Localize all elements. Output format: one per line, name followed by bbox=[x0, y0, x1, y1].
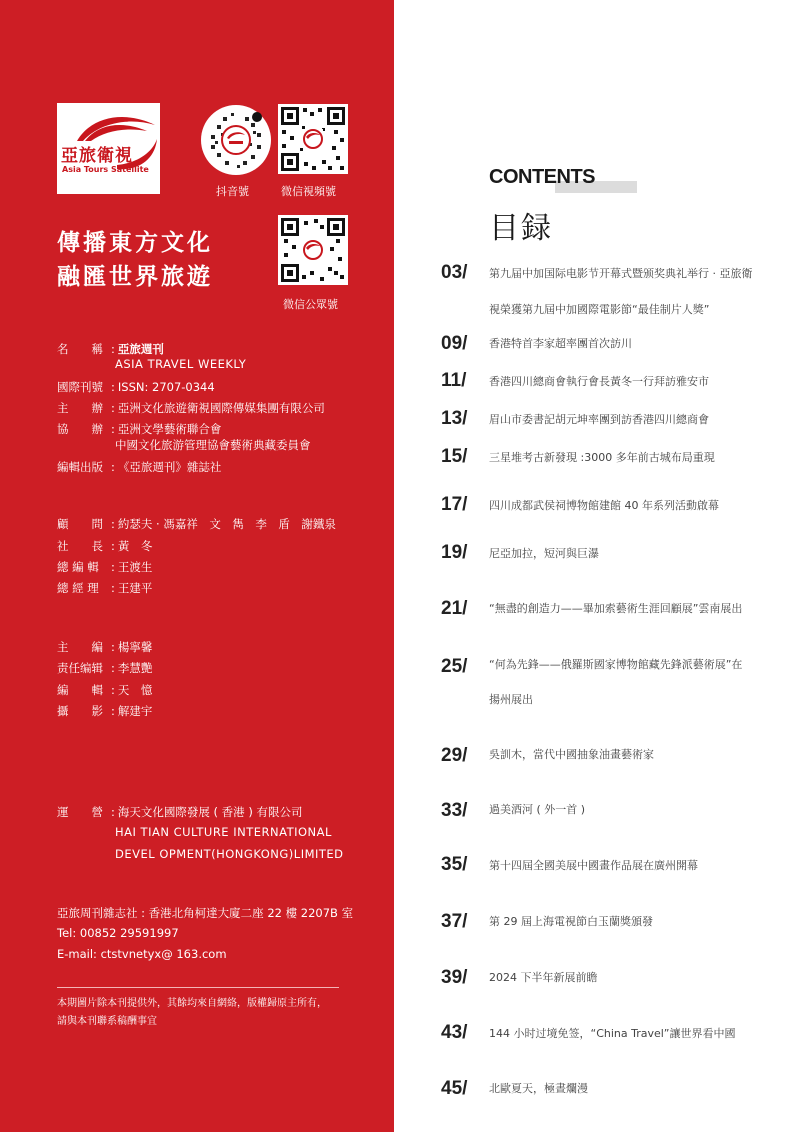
divider bbox=[57, 987, 339, 988]
contents-title-cn: 目録 bbox=[489, 211, 553, 246]
toc-page-number[interactable]: 43/ bbox=[441, 1022, 468, 1043]
toc-page-number[interactable]: 13/ bbox=[441, 408, 468, 429]
toc-page-number[interactable]: 37/ bbox=[441, 911, 468, 932]
toc-page-number[interactable]: 21/ bbox=[441, 598, 468, 619]
host-row: 主 辦 : 亞洲文化旅遊衛視國際傳媒集團有限公司 bbox=[57, 401, 325, 415]
email[interactable]: E-mail: ctstvnetyx@ 163.com bbox=[57, 947, 227, 961]
staff-row: 攝 影 : 解建宇 bbox=[57, 704, 153, 718]
slogan-line-2: 融匯世界旅遊 bbox=[57, 264, 213, 290]
host-value: 亞洲文化旅遊衛視國際傳媒集團有限公司 bbox=[117, 401, 325, 415]
toc-page-number[interactable]: 33/ bbox=[441, 800, 468, 821]
staff-row: 編 輯 : 天 憶 bbox=[57, 683, 153, 697]
operator-english-1: HAI TIAN CULTURE INTERNATIONAL bbox=[115, 825, 332, 839]
copyright-note-1: 本期圖片除本刊提供外，其餘均來自網絡，版權歸原主所有， bbox=[57, 998, 327, 1009]
douyin-qr-code[interactable] bbox=[201, 105, 271, 175]
telephone: Tel: 00852 29591997 bbox=[57, 926, 179, 940]
staff-row: 顧 問 : 約瑟夫 · 馮嘉祥 文 雋 李 盾 謝鐵泉 bbox=[57, 517, 336, 531]
qr-code-icon bbox=[278, 104, 348, 174]
operator-value: 海天文化國際發展 ( 香港 ) 有限公司 bbox=[117, 805, 303, 819]
staff-row: 總 編 輯 : 王渡生 bbox=[57, 560, 153, 574]
issn-value: ISSN: 2707-0344 bbox=[117, 380, 215, 394]
co-host-row: 協 辦 : 亞洲文學藝術聯合會 bbox=[57, 422, 222, 436]
contents-title-en: CONTENTS bbox=[489, 166, 595, 188]
address: 亞旅周刊雜志社 : 香港北角柯達大廈二座 22 樓 2207B 室 bbox=[57, 906, 354, 920]
toc-item-title-cont[interactable]: 揚州展出 bbox=[489, 693, 533, 706]
toc-item-title[interactable]: 香港特首李家超率團首次訪川 bbox=[489, 337, 632, 350]
staff-row: 责任编辑 : 李慧艷 bbox=[57, 661, 153, 675]
toc-page-number[interactable]: 15/ bbox=[441, 446, 468, 467]
logo-chinese-text: 亞旅衛視 bbox=[61, 146, 133, 166]
toc-item-title[interactable]: 北歐夏天，極晝爛漫 bbox=[489, 1082, 588, 1095]
staff-row: 社 長 : 黃 冬 bbox=[57, 539, 153, 553]
masthead-panel bbox=[0, 0, 394, 1132]
host-label: 主 辦 bbox=[57, 401, 103, 415]
operator-label: 運 營 bbox=[57, 805, 103, 819]
wechat-video-qr-code[interactable] bbox=[278, 104, 348, 174]
copyright-note-2: 請與本刊聯系稿酬事宜 bbox=[57, 1016, 157, 1027]
name-label: 名 稱 bbox=[57, 342, 103, 356]
operator-row: 運 營 : 海天文化國際發展 ( 香港 ) 有限公司 bbox=[57, 805, 303, 819]
wechat-official-label: 微信公眾號 bbox=[283, 298, 338, 311]
staff-row: 主 編 : 楊寧馨 bbox=[57, 640, 153, 654]
toc-page-number[interactable]: 09/ bbox=[441, 333, 468, 354]
toc-item-title[interactable]: 三星堆考古新發現 :3000 多年前古城布局重現 bbox=[489, 451, 715, 464]
toc-item-title[interactable]: 第 29 屆上海電視節白玉蘭獎頒發 bbox=[489, 915, 653, 928]
issn-label: 國際刊號 bbox=[57, 380, 103, 394]
toc-item-title[interactable]: “無盡的創造力——畢加索藝術生涯回顧展”雲南展出 bbox=[489, 602, 743, 615]
logo-english-text: Asia Tours Satellite bbox=[62, 165, 149, 174]
asia-tours-logo bbox=[57, 103, 160, 194]
wechat-video-label: 微信視頻號 bbox=[281, 185, 336, 198]
toc-item-title[interactable]: 眉山市委書記胡元坤率團到訪香港四川總商會 bbox=[489, 413, 709, 426]
name-value: 亞旅週刊 bbox=[117, 342, 164, 356]
douyin-label: 抖音號 bbox=[216, 185, 249, 198]
qr-code-icon bbox=[201, 105, 271, 175]
toc-item-title-cont[interactable]: 視榮獲第九屆中加國際電影節“最佳制片人獎” bbox=[489, 303, 710, 316]
toc-page-number[interactable]: 29/ bbox=[441, 745, 468, 766]
toc-item-title[interactable]: “何為先鋒——俄羅斯國家博物館藏先鋒派藝術展”在 bbox=[489, 658, 743, 671]
toc-page-number[interactable]: 45/ bbox=[441, 1078, 468, 1099]
co-host-value-1: 亞洲文學藝術聯合會 bbox=[117, 422, 222, 436]
operator-english-2: DEVEL OPMENT(HONGKONG)LIMITED bbox=[115, 847, 344, 861]
co-host-value-2: 中國文化旅游管理協會藝術典藏委員會 bbox=[115, 438, 311, 452]
toc-item-title[interactable]: 第九届中加国际电影节开幕式暨颁奖典礼举行 · 亞旅衛 bbox=[489, 267, 753, 280]
magazine-name-row: 名 稱 : 亞旅週刊 bbox=[57, 342, 164, 356]
co-host-label: 協 辦 bbox=[57, 422, 103, 436]
qr-code-icon bbox=[278, 215, 348, 285]
toc-page-number[interactable]: 17/ bbox=[441, 494, 468, 515]
name-english: ASIA TRAVEL WEEKLY bbox=[115, 357, 247, 371]
toc-item-title[interactable]: 過美酒河 ( 外一首 ) bbox=[489, 803, 586, 816]
toc-page-number[interactable]: 39/ bbox=[441, 967, 468, 988]
publisher-value: 《亞旅週刊》雜誌社 bbox=[117, 460, 222, 474]
issn-row: 國際刊號 : ISSN: 2707-0344 bbox=[57, 380, 215, 394]
publisher-label: 編輯出版 bbox=[57, 460, 103, 474]
toc-item-title[interactable]: 香港四川總商會執行會長黃冬一行拜訪雅安市 bbox=[489, 375, 709, 388]
toc-item-title[interactable]: 吳訓木，當代中國抽象油畫藝術家 bbox=[489, 748, 654, 761]
toc-item-title[interactable]: 尼亞加拉，短河與巨瀑 bbox=[489, 547, 599, 560]
slogan-line-1: 傳播東方文化 bbox=[57, 230, 213, 256]
toc-page-number[interactable]: 11/ bbox=[441, 370, 467, 391]
staff-row: 總 經 理 : 王建平 bbox=[57, 581, 153, 595]
toc-item-title[interactable]: 第十四屆全國美展中國畫作品展在廣州開幕 bbox=[489, 859, 698, 872]
toc-page-number[interactable]: 35/ bbox=[441, 854, 468, 875]
publisher-row: 編輯出版 : 《亞旅週刊》雜誌社 bbox=[57, 460, 222, 474]
toc-item-title[interactable]: 四川成都武侯祠博物館建館 40 年系列活動啟幕 bbox=[489, 499, 719, 512]
toc-page-number[interactable]: 19/ bbox=[441, 542, 468, 563]
wechat-official-qr-code[interactable] bbox=[278, 215, 348, 285]
toc-item-title[interactable]: 144 小时过境免签，“China Travel”讓世界看中國 bbox=[489, 1027, 736, 1040]
toc-item-title[interactable]: 2024 下半年新展前瞻 bbox=[489, 971, 598, 984]
toc-page-number[interactable]: 25/ bbox=[441, 656, 468, 677]
toc-page-number[interactable]: 03/ bbox=[441, 262, 468, 283]
